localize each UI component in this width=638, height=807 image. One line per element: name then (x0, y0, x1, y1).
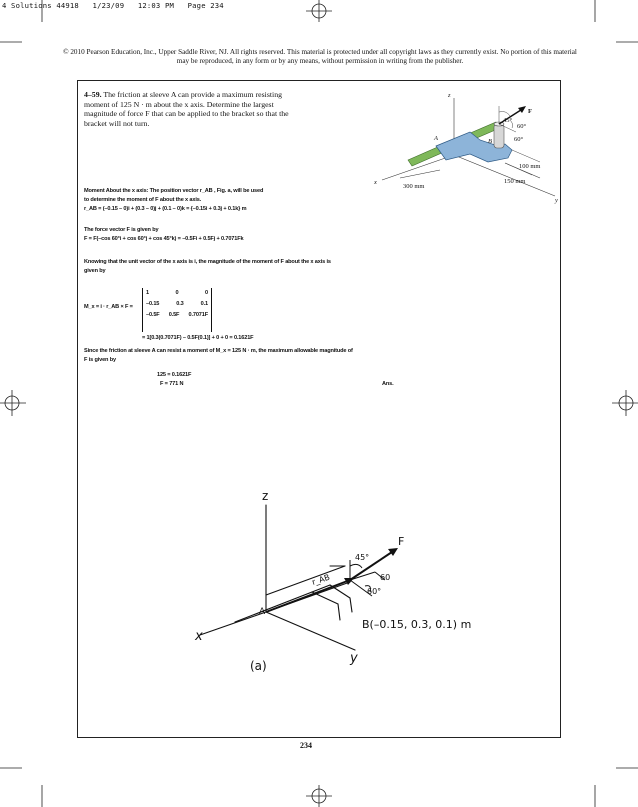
matrix-cell: 0.7071F (188, 312, 208, 318)
problem-number: 4–59. (84, 90, 102, 99)
fig-label-B: B (488, 138, 492, 145)
equation-1: 125 = 0.1621F (157, 372, 192, 378)
equation-2: F = 771 N (160, 381, 184, 387)
friction-line-2: F is given by (84, 357, 116, 363)
rab-vector (266, 580, 350, 612)
problem-text: The friction at sleeve A can provide a maximum resisting moment of 125 N · m about the x axis. Determine the largest magnitude of force F that can be applied to the bracket so that the bracket will not turn. (84, 90, 289, 128)
sketch-caption: (a) (250, 659, 267, 673)
matrix-cell: –0.5F (146, 312, 160, 318)
fig-label-45: 45° (503, 117, 513, 124)
fig-label-300mm: 300 mm (403, 183, 425, 190)
fig-label-60b: 60° (514, 136, 524, 143)
fig-label-150mm: 150 mm (504, 178, 526, 185)
sketch-label-45: 45° (355, 553, 370, 562)
fig-label-60a: 60° (517, 123, 527, 130)
fig-label-z: z (448, 92, 451, 99)
solution-line-5: F = F(–cos 60°i + cos 60°j + cos 45°k) = –0.5Fi + 0.5Fj + 0.7071Fk (84, 236, 244, 242)
sketch-label-x: x (195, 629, 203, 644)
result-line: = 1[0.3(0.7071F) – 0.5F(0.1)] + 0 + 0 = 0.1621F (142, 335, 254, 341)
sketch-label-A: A (259, 607, 266, 617)
sketch-label-B: B(–0.15, 0.3, 0.1) m (362, 618, 472, 631)
solution-line-7: given by (84, 268, 106, 274)
sketch-label-y: y (350, 651, 358, 666)
fig-label-x: x (374, 179, 377, 186)
solution-line-2: to determine the moment of F about the x axis. (84, 197, 202, 203)
sketch-label-60a: 60 (380, 573, 391, 582)
fig-label-A: A (434, 135, 438, 142)
matrix-cell: 0.3 (176, 301, 184, 307)
matrix-cell: –0.15 (146, 301, 160, 307)
page-number: 234 (300, 741, 312, 750)
solution-line-3: r_AB = (–0.15 – 0)i + (0.3 – 0)j + (0.1 – 0)k = {–0.15i + 0.3j + 0.1k} m (84, 206, 247, 212)
matrix-cell: 0.5F (168, 312, 180, 318)
copyright-notice: © 2010 Pearson Education, Inc., Upper Saddle River, NJ. All rights reserved. This material is protected under all copyright laws as they currently exist. No portion of this material may be reproduced, in any form or by any means, without permission in writing from the publisher. (63, 48, 577, 65)
fig-label-y: y (555, 197, 558, 204)
sketch-label-z: z (262, 489, 269, 503)
answer-label: Ans. (382, 381, 394, 387)
printer-slug: 4 Solutions 44918 1/23/09 12:03 PM Page 234 (2, 1, 224, 10)
sketch-label-F: F (398, 535, 405, 548)
matrix-cell: 1 (146, 290, 149, 296)
sketch-label-rab: r_AB (310, 572, 331, 587)
solution-line-4: The force vector F is given by (84, 227, 159, 233)
sketch-y-axis (266, 612, 355, 650)
matrix-cell: 0 (175, 290, 179, 296)
fig-label-100mm: 100 mm (519, 163, 541, 170)
friction-line-1: Since the friction at sleeve A can resist a moment of M_x = 125 N · m, the maximum allowable magnitude of (84, 348, 353, 354)
fig-label-F: F (528, 108, 532, 115)
mx-label: M_x = i · r_AB × F = (84, 304, 133, 310)
sketch-x-axis (200, 612, 266, 635)
solution-line-1: Moment About the x axis: The position vector r_AB , Fig. a, will be used (84, 188, 264, 194)
sketch-label-60b: 60° (367, 587, 382, 596)
solution-line-6: Knowing that the unit vector of the x axis is i, the magnitude of the moment of F about the x axis is (84, 259, 331, 265)
matrix-cell: 0 (205, 290, 208, 296)
matrix-cell: 0.1 (200, 301, 208, 307)
